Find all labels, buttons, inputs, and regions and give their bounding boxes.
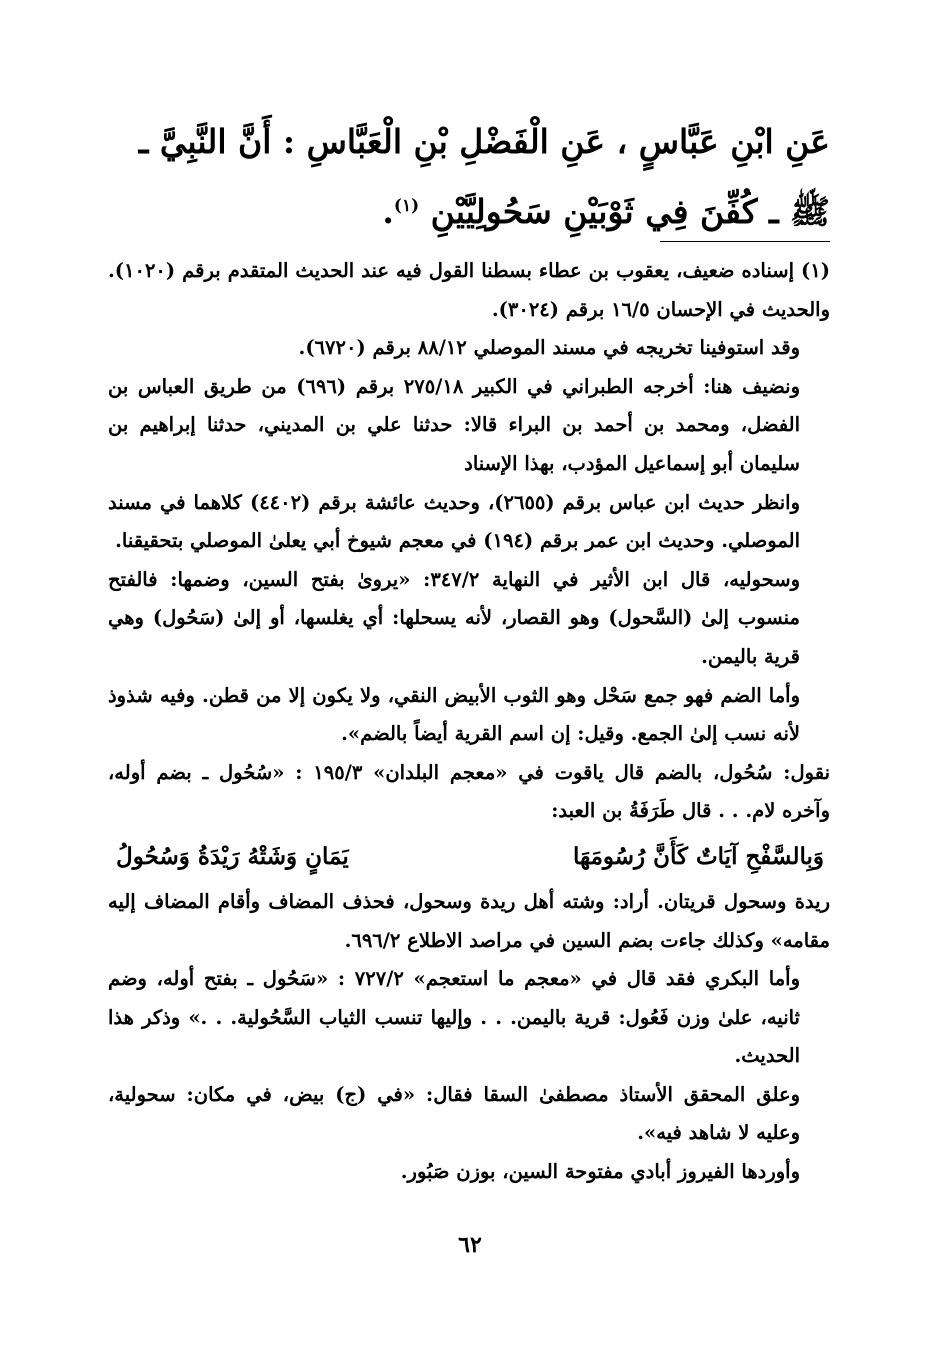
poem-second-hemistich: يَمَانٍ وَشَتْهُ رَيْدَةُ وَسُحُولُ [116,842,349,870]
footnote-paragraph: وقد استوفينا تخريجه في مسند الموصلي ٨٨/١٢ برقم (٦٧٢٠). [298,336,800,360]
poem-first-hemistich: وَبِالسَّفْحِ آيَاتٌ كَأَنَّ رُسُومَهَا [572,842,824,870]
footnote-paragraph: وأوردها الفيروز أبادي مفتوحة السين، بوزن صَبُور. [400,1160,800,1184]
footnote-paragraph: وانظر حديث ابن عباس برقم (٢٦٥٥)، وحديث عائشة برقم (٤٤٠٢) كلاهما في مسند الموصلي. وحديث ابن عمر برقم (١٩٤) في معجم شيوخ أبي يعلىٰ الموصلي بتحقيقنا. [108,490,801,553]
poem-verse [108,831,830,883]
hadith-end: . [382,192,394,231]
footnote-paragraph: (١) إسناده ضعيف، يعقوب بن عطاء بسطنا القول فيه عند الحديث المتقدم برقم (١٠٢٠). والحديث في الإحسان ١٦/٥ برقم (٣٠٢٤). [108,259,830,321]
footnote-paragraph: وسحوليه، قال ابن الأثير في النهاية ٣٤٧/٢: «يروىٰ بفتح السين، وضمها: فالفتح منسوب إلىٰ (السَّحول) وهو القصار، لأنه يسحلها: أي يغلسها، أو إلىٰ (سَحُول) وهي قرية باليمن. [108,567,801,668]
footnote-divider [660,241,830,242]
footnote-paragraph: ونضيف هنا: أخرجه الطبراني في الكبير ٢٧٥/١٨ برقم (٦٩٦) من طريق العباس بن الفضل، ومحمد بن أحمد بن البراء قالا: حدثنا علي بن المديني، حدثنا إبراهيم بن سليمان أبو إسماعيل المؤدب، بهذا الإسناد [108,374,800,475]
hadith-text [110,110,830,244]
footnote-paragraph: وأما البكري فقد قال في «معجم ما استعجم» ٧٢٧/٢ : «سَحُول ـ بفتح أوله، وضم ثانيه، علىٰ وزن فَعُول: قرية باليمن. . . وإليها تنسب الثياب السَّحُولية. . .» وذكر هذا الحديث. [108,967,800,1068]
hadith-body: عَنِ ابْنِ عَبَّاسٍ ، عَنِ الْفَضْلِ بْنِ الْعَبَّاسِ : أَنَّ النَّبِيَّ ـ ﷺ ـ كُفِّنَ فِي ثَوْبَيْنِ سَحُولِيَّيْنِ [138,122,830,231]
footnote-paragraph: ريدة وسحول قريتان. أراد: وشته أهل ريدة وسحول، فحذف المضاف وأقام المضاف إليه مقامه» وكذلك جاءت بضم السين في مراصد الاطلاع ٦٩٦/٢. [108,889,830,952]
footnote-marker[interactable]: (١) [393,196,420,216]
footnote-paragraph: وأما الضم فهو جمع سَحْل وهو الثوب الأبيض النقي، ولا يكون إلا من قطن. وفيه شذوذ لأنه نسب إلىٰ الجمع. وقيل: إن اسم القرية أيضاً بالضم». [108,683,800,746]
footnote-paragraph: نقول: سُحُول، بالضم قال ياقوت في «معجم البلدان» ١٩٥/٣ : «سُحُول ـ بضم أوله، وآخره لام. . . قال طَرَفَةُ بن العبد: [108,760,830,823]
footnote-section [108,252,830,1192]
page-number: ٦٢ [458,1232,482,1258]
footnote-paragraph: وعلق المحقق الأستاذ مصطفىٰ السقا فقال: «في (ج) بيض، في مكان: سحولية، وعليه لا شاهد فيه». [108,1082,800,1145]
